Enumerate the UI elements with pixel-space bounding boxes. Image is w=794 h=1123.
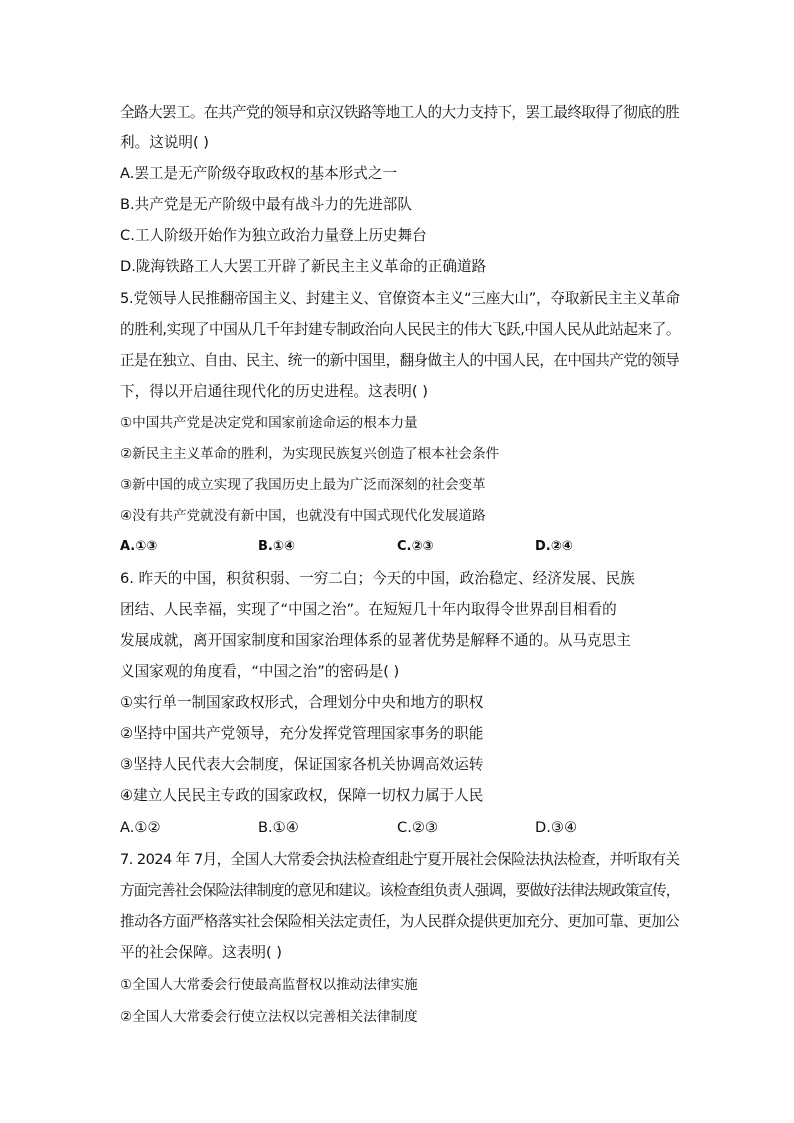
q5-choice-b: B.①④ — [258, 539, 295, 554]
q4-option-b: B.共产党是无产阶级中最有战斗力的先进部队 — [120, 196, 412, 213]
q7-stem-line-4: 平的社会保障。这表明( ) — [120, 944, 282, 961]
q4-stem-line-1: 全路大罢工。在共产党的领导和京汉铁路等地工人的大力支持下，罢工最终取得了彻底的胜 — [120, 104, 680, 121]
q6-choices — [120, 818, 720, 838]
q5-choice-a: A.①③ — [120, 539, 158, 554]
q7-item-1: ①全国人大常委会行使最高监督权以推动法律实施 — [120, 977, 418, 993]
q6-item-4: ④建立人民民主专政的国家政权，保障一切权力属于人民 — [120, 787, 484, 804]
q5-item-2: ②新民主主义革命的胜利，为实现民族复兴创造了根本社会条件 — [120, 446, 500, 462]
q6-choice-d: D.③④ — [535, 819, 578, 836]
q7-stem-line-3: 推动各方面严格落实社会保险相关法定责任，为人民群众提供更加充分、更加可靠、更加公 — [120, 913, 680, 930]
q7-stem-line-1: 7. 2024 年 7月，全国人大常委会执法检查组赴宁夏开展社会保险法执法检查，并听取有关 — [120, 851, 680, 868]
q6-choice-b: B.①④ — [258, 819, 299, 836]
q4-stem-line-2: 利。这说明( ) — [120, 134, 209, 151]
q6-stem-line-1: 6. 昨天的中国，积贫积弱、一穷二白；今天的中国，政治稳定、经济发展、民族 — [120, 570, 635, 587]
q5-stem-line-3: 正是在独立、自由、民主、统一的新中国里，翻身做主人的中国人民，在中国共产党的领导 — [120, 352, 680, 369]
q5-item-4: ④没有共产党就没有新中国，也就没有中国式现代化发展道路 — [120, 508, 486, 524]
q5-item-1: ①中国共产党是决定党和国家前途命运的根本力量 — [120, 415, 418, 431]
q5-choice-c: C.②③ — [397, 539, 434, 554]
q5-stem-line-4: 下，得以开启通往现代化的历史进程。这表明( ) — [120, 383, 428, 400]
q5-item-3: ③新中国的成立实现了我国历史上最为广泛而深刻的社会变革 — [120, 477, 486, 493]
q6-item-3: ③坚持人民代表大会制度，保证国家各机关协调高效运转 — [120, 756, 484, 773]
q6-stem-line-3: 发展成就，离开国家制度和国家治理体系的显著优势是解释不通的。从马克思主 — [120, 632, 631, 649]
q4-option-d: D.陇海铁路工人大罢工开辟了新民主主义革命的正确道路 — [120, 258, 487, 275]
q4-option-c: C.工人阶级开始作为独立政治力量登上历史舞台 — [120, 227, 427, 244]
q6-item-1: ①实行单一制国家政权形式，合理划分中央和地方的职权 — [120, 694, 484, 711]
q5-choices — [120, 537, 720, 557]
q6-stem-line-4: 义国家观的角度看，“中国之治”的密码是( ) — [120, 663, 400, 680]
q6-stem-line-2: 团结、人民幸福，实现了“中国之治”。在短短几十年内取得令世界刮目相看的 — [120, 601, 617, 618]
q5-choice-d: D.②④ — [535, 539, 573, 554]
q6-item-2: ②坚持中国共产党领导，充分发挥党管理国家事务的职能 — [120, 725, 484, 742]
q7-item-2: ②全国人大常委会行使立法权以完善相关法律制度 — [120, 1009, 418, 1025]
q5-stem-line-2: 的胜利,实现了中国从几千年封建专制政治向人民民主的伟大飞跃,中国人民从此站起来了。 — [120, 321, 680, 338]
q6-choice-c: C.②③ — [397, 819, 438, 836]
q4-option-a: A.罢工是无产阶级夺取政权的基本形式之一 — [120, 165, 398, 182]
q6-choice-a: A.①② — [120, 819, 161, 836]
q7-stem-line-2: 方面完善社会保险法律制度的意见和建议。该检查组负责人强调，要做好法律法规政策宣传， — [120, 882, 680, 899]
q5-stem-line-1: 5.党领导人民推翻帝国主义、封建主义、官僚资本主义“三座大山”，夺取新民主主义革命 — [120, 290, 680, 307]
